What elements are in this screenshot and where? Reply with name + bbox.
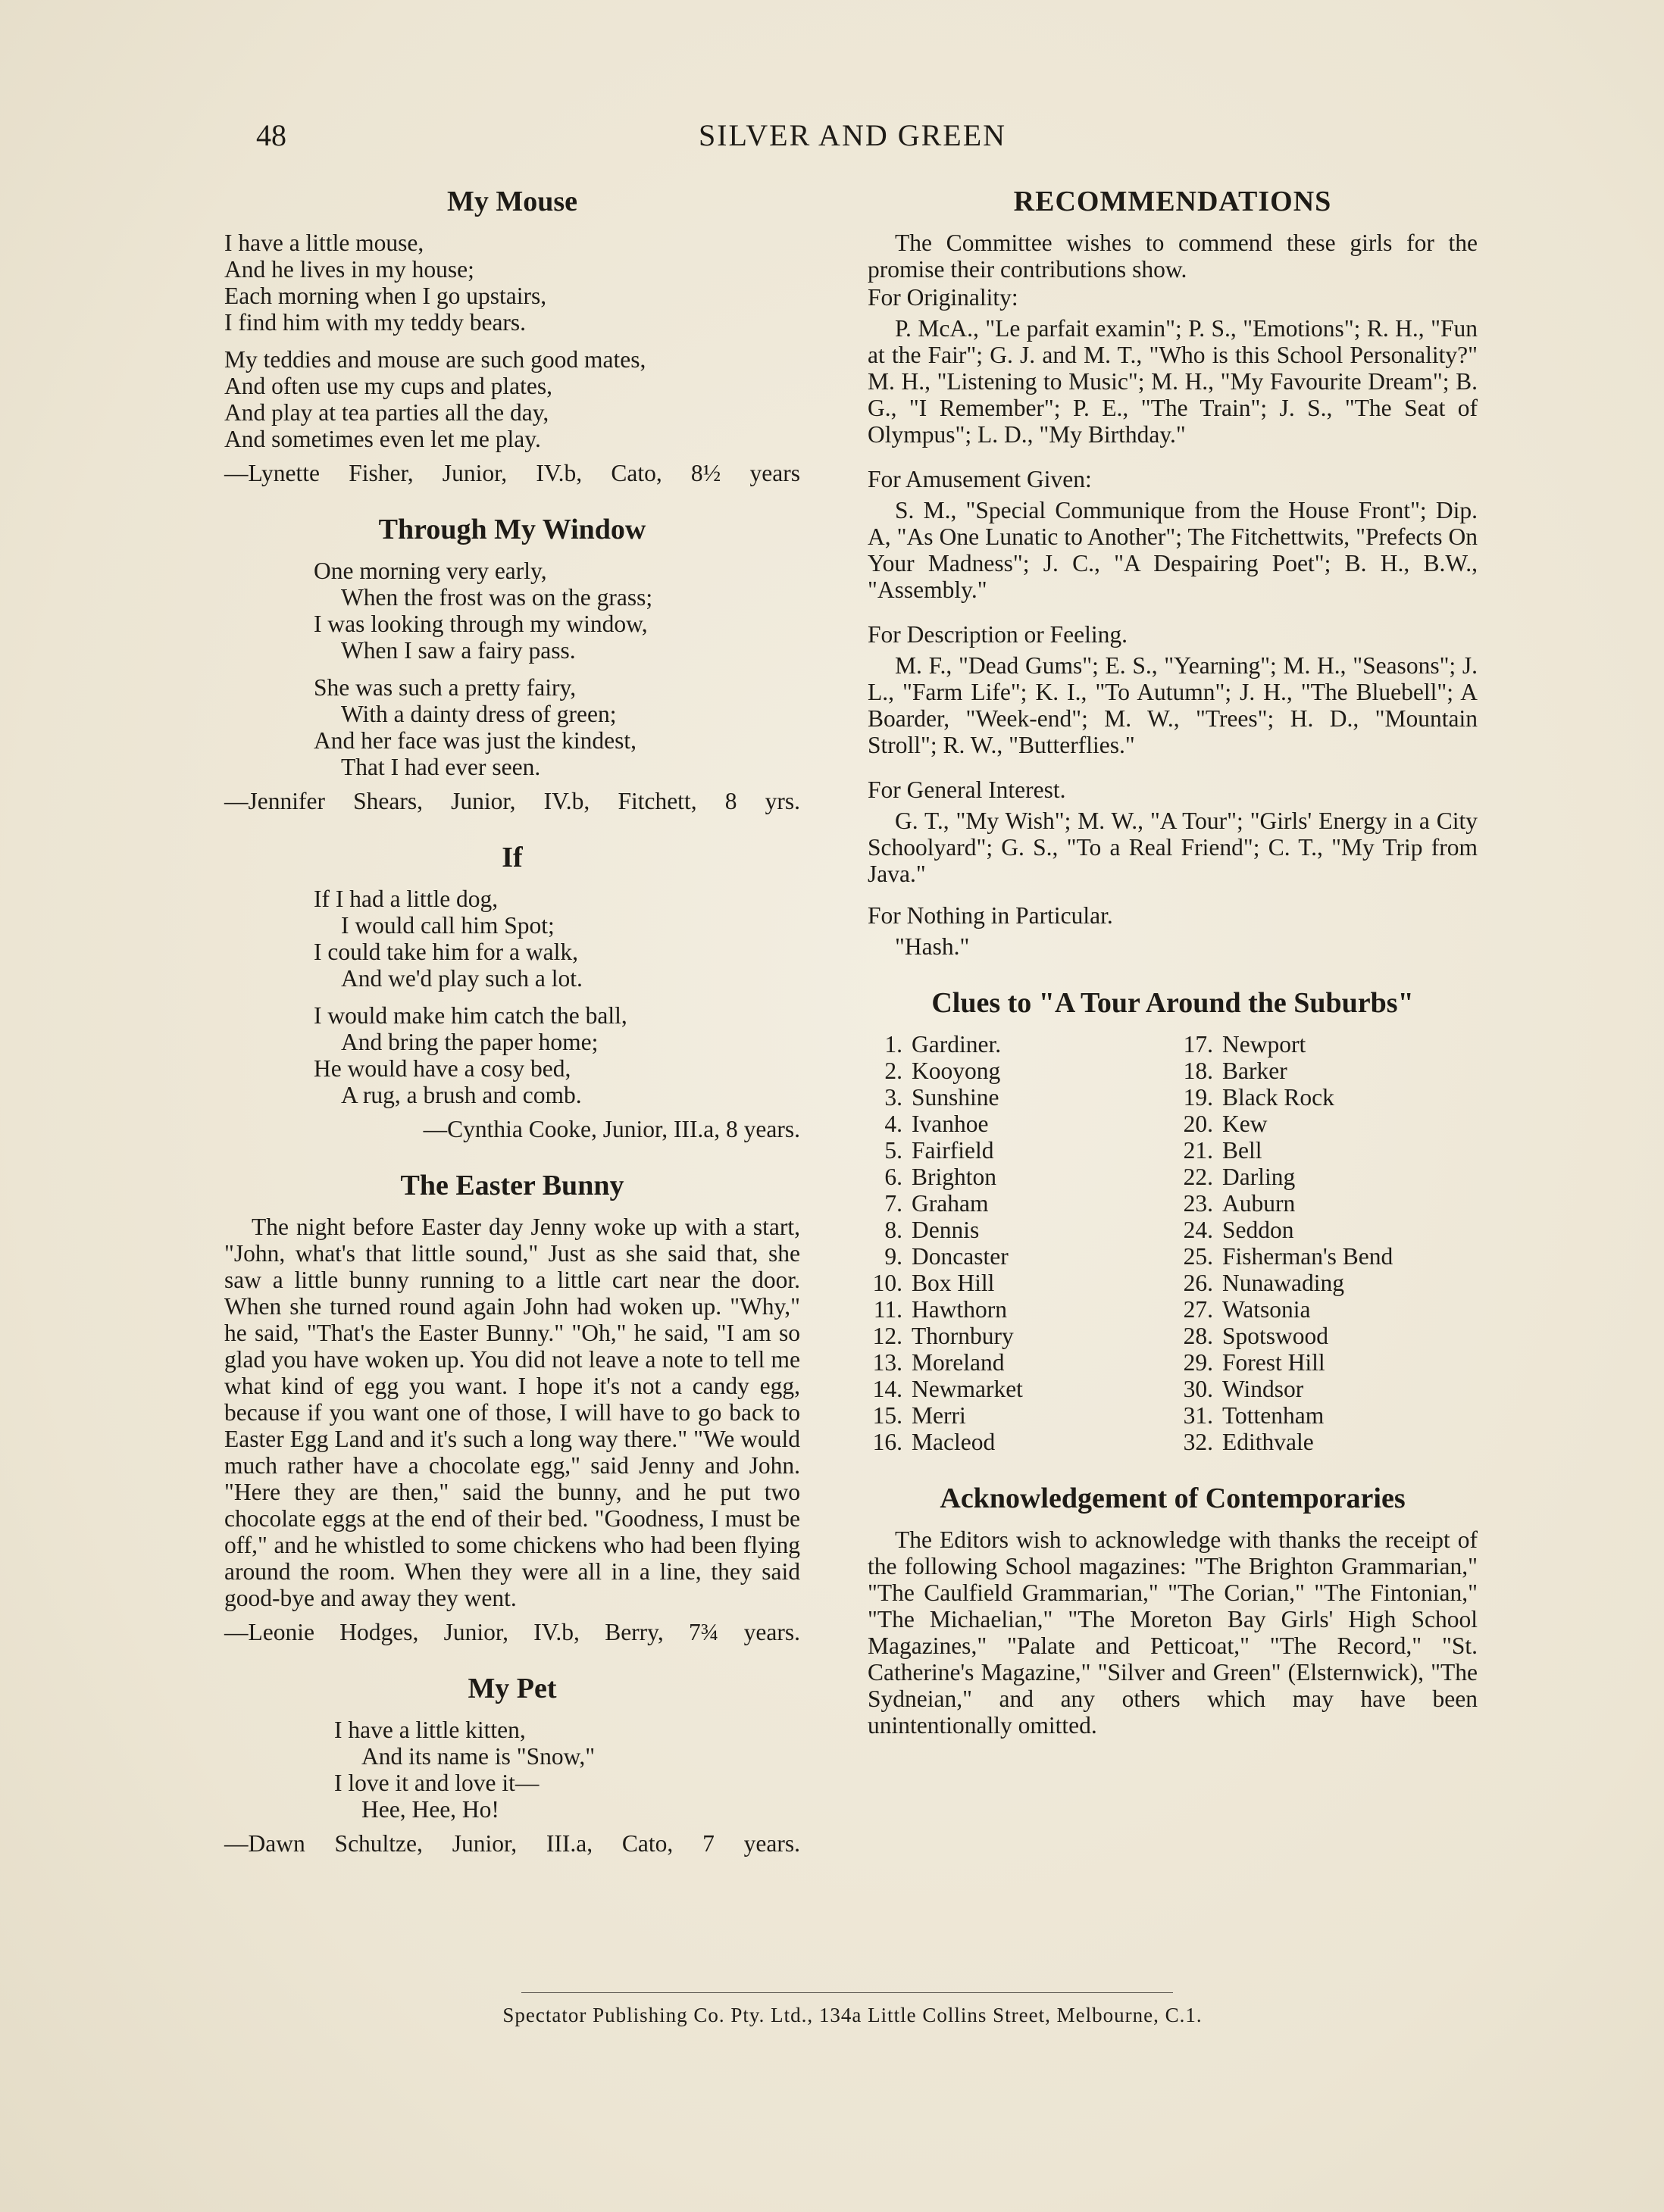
poem-line: I was looking through my window, — [314, 611, 648, 637]
clue-item — [868, 1296, 1178, 1323]
clue-number: 3. — [884, 1084, 902, 1111]
clue-name: Darling — [1222, 1164, 1296, 1190]
poem-line: If I had a little dog, — [314, 886, 499, 912]
poem-line: And we'd play such a lot. — [341, 965, 583, 992]
poem-line: Each morning when I go upstairs, — [224, 283, 547, 309]
story-text: The night before Easter day Jenny woke up with a start, "John, what's that little sound," Just as she said that, she saw a little bunny running to a little cart near the door. When she turned round again John had woken up. "Why," he said, "That's the Easter Bunny." "Oh," he said, "I am so glad you have woken up. You did not leave a note to tell me what kind of egg you want. I hope it's not a candy egg, because if you want one of those, I will have to go back to Easter Egg Land and it's such a long way there." "We would much rather have a chocolate egg," said Jenny and John. "Here they are then," said the bunny, and he put two chocolate eggs at the end of their bed. "Goodness, I must be off," and he whistled to some chickens who had been flying around the room. When they were all in a line, they said good-bye and away they went. — [224, 1214, 800, 1611]
clue-number: 6. — [884, 1164, 902, 1190]
clue-name: Fairfield — [912, 1137, 994, 1164]
clue-item — [1178, 1402, 1393, 1429]
category-label: For General Interest. — [868, 776, 1066, 803]
poem-line: With a dainty dress of green; — [341, 701, 617, 727]
category-label: For Nothing in Particular. — [868, 902, 1113, 929]
tour-clues — [868, 987, 1478, 1455]
clue-number: 2. — [884, 1058, 902, 1084]
clue-name: Kew — [1222, 1111, 1268, 1137]
clue-item — [868, 1084, 1178, 1111]
clue-name: Hawthorn — [912, 1296, 1007, 1323]
poem-line: And its name is "Snow," — [361, 1743, 596, 1770]
clue-number: 23. — [1183, 1190, 1213, 1217]
clue-column-1 — [868, 1031, 1178, 1455]
category-label: For Description or Feeling. — [868, 621, 1128, 648]
clue-item — [868, 1376, 1178, 1402]
clue-item — [868, 1217, 1178, 1243]
clue-name: Thornbury — [912, 1323, 1014, 1349]
clue-name: Watsonia — [1222, 1296, 1311, 1323]
section-title: RECOMMENDATIONS — [1013, 186, 1332, 217]
clue-number: 14. — [872, 1376, 902, 1402]
clue-number: 26. — [1183, 1270, 1213, 1296]
poem-title: My Pet — [468, 1673, 557, 1704]
clue-number: 19. — [1183, 1084, 1213, 1111]
clue-number: 29. — [1183, 1349, 1213, 1376]
clue-item — [1178, 1243, 1393, 1270]
clue-number: 16. — [872, 1429, 902, 1455]
clue-number: 18. — [1183, 1058, 1213, 1084]
clue-number: 5. — [884, 1137, 902, 1164]
poem-line: Hee, Hee, Ho! — [361, 1796, 499, 1823]
poem-line: That I had ever seen. — [341, 754, 541, 780]
clue-number: 21. — [1183, 1137, 1213, 1164]
clue-item — [1178, 1164, 1393, 1190]
clue-item — [868, 1402, 1178, 1429]
page-number: 48 — [256, 118, 286, 152]
clue-name: Brighton — [912, 1164, 997, 1190]
poem-body — [224, 1717, 800, 1823]
poem-line: And bring the paper home; — [341, 1029, 599, 1055]
clue-number: 10. — [872, 1270, 902, 1296]
clue-item — [868, 1058, 1178, 1084]
category-text: P. McA., "Le parfait examin"; P. S., "Emotions"; R. H., "Fun at the Fair"; G. J. and M. T., "Who is this School Personality?" M. H., "Listening to Music"; M. H., "My Favourite Dream"; B. G., "I Remember"; P. E., "The Train"; J. S., "The Seat of Olympus"; L. D., "My Birthday." — [868, 315, 1478, 448]
clue-name: Merri — [912, 1402, 966, 1429]
poem-line: A rug, a brush and comb. — [341, 1082, 582, 1108]
clue-name: Black Rock — [1222, 1084, 1334, 1111]
poem-through-my-window — [224, 514, 800, 814]
poem-line: And he lives in my house; — [224, 256, 474, 283]
clue-name: Doncaster — [912, 1243, 1009, 1270]
byline: —Jennifer Shears, Junior, IV.b, Fitchett, 8 yrs. — [224, 788, 800, 814]
poem-line: And play at tea parties all the day, — [224, 399, 549, 426]
poem-line: I find him with my teddy bears. — [224, 309, 527, 336]
clue-name: Windsor — [1222, 1376, 1304, 1402]
clue-item — [868, 1323, 1178, 1349]
clue-name: Graham — [912, 1190, 989, 1217]
clue-name: Spotswood — [1222, 1323, 1329, 1349]
category-label: For Amusement Given: — [868, 466, 1092, 492]
clue-number: 32. — [1183, 1429, 1213, 1455]
clue-number: 13. — [872, 1349, 902, 1376]
poem-line: I would call him Spot; — [341, 912, 555, 939]
poem-line: When I saw a fairy pass. — [341, 637, 576, 664]
clue-name: Newmarket — [912, 1376, 1023, 1402]
clue-column-2 — [1178, 1031, 1393, 1455]
clue-name: Gardiner. — [912, 1031, 1002, 1058]
clue-item — [1178, 1137, 1393, 1164]
poem-my-pet — [224, 1673, 800, 1857]
recommendations — [868, 186, 1478, 960]
acknowledgement — [868, 1482, 1478, 1739]
clue-name: Tottenham — [1222, 1402, 1325, 1429]
poem-body — [224, 558, 800, 780]
clue-number: 30. — [1183, 1376, 1213, 1402]
clue-number: 7. — [884, 1190, 902, 1217]
poem-line: And her face was just the kindest, — [314, 727, 637, 754]
poem-line: And often use my cups and plates, — [224, 373, 553, 399]
clue-number: 24. — [1183, 1217, 1213, 1243]
story-title: The Easter Bunny — [400, 1170, 624, 1201]
clue-name: Bell — [1222, 1137, 1262, 1164]
poem-line: One morning very early, — [314, 558, 547, 584]
poem-line: And sometimes even let me play. — [224, 426, 541, 452]
clue-number: 25. — [1183, 1243, 1213, 1270]
clue-item — [1178, 1376, 1393, 1402]
clue-item — [868, 1190, 1178, 1217]
clue-name: Moreland — [912, 1349, 1005, 1376]
category-text: "Hash." — [895, 933, 970, 960]
byline: —Leonie Hodges, Junior, IV.b, Berry, 7¾ years. — [224, 1619, 800, 1645]
clue-number: 27. — [1183, 1296, 1213, 1323]
clue-item — [1178, 1084, 1393, 1111]
poem-line: She was such a pretty fairy, — [314, 674, 577, 701]
clue-item — [1178, 1270, 1393, 1296]
clue-name: Barker — [1222, 1058, 1287, 1084]
clue-number: 28. — [1183, 1323, 1213, 1349]
poem-title: Through My Window — [378, 514, 646, 545]
clue-item — [1178, 1323, 1393, 1349]
clue-item — [868, 1270, 1178, 1296]
clue-item — [868, 1429, 1178, 1455]
acknowledgement-text: The Editors wish to acknowledge with thanks the receipt of the following School magazines: "The Brighton Grammarian," "The Caulfield Grammarian," "The Corian," "The Fintonian," "The Michaelian," "The Moreton Bay Girls' High School Magazines," "Palate and Petticoat," "The Record," "St. Catherine's Magazine," "Silver and Green" (Elsternwick), "The Sydneian," and any others which may have been unintentionally omitted. — [868, 1526, 1478, 1739]
clue-item — [1178, 1111, 1393, 1137]
clue-item — [1178, 1031, 1393, 1058]
clue-name: Seddon — [1222, 1217, 1294, 1243]
left-column — [224, 186, 800, 1884]
poem-line: When the frost was on the grass; — [341, 584, 653, 611]
publisher-imprint: Spectator Publishing Co. Pty. Ltd., 134a Little Collins Street, Melbourne, C.1. — [502, 2004, 1203, 2026]
clue-item — [1178, 1190, 1393, 1217]
clue-number: 8. — [884, 1217, 902, 1243]
poem-line: I love it and love it— — [334, 1770, 540, 1796]
section-title: Clues to "A Tour Around the Suburbs" — [931, 987, 1414, 1019]
poem-line: He would have a cosy bed, — [314, 1055, 571, 1082]
section-title: Acknowledgement of Contemporaries — [940, 1482, 1406, 1514]
clue-number: 15. — [872, 1402, 902, 1429]
poem-title: My Mouse — [446, 186, 578, 217]
clue-number: 4. — [884, 1111, 902, 1137]
footer-rule — [521, 1992, 1173, 1993]
clue-list — [868, 1031, 1478, 1455]
right-column — [868, 186, 1478, 1766]
clue-name: Dennis — [912, 1217, 980, 1243]
byline: —Dawn Schultze, Junior, III.a, Cato, 7 years. — [224, 1830, 800, 1857]
category-text: S. M., "Special Communique from the House Front"; Dip. A, "As One Lunatic to Another"; The Fitchettwits, "Prefects On Your Madness"; J. C., "A Despairing Poet"; B. H., B.W., "Assembly." — [868, 497, 1478, 603]
category-text: M. F., "Dead Gums"; E. S., "Yearning"; M. H., "Seasons"; J. L., "Farm Life"; K. I., "To Autumn"; J. H., "The Bluebell"; A Boarder, "Week-end"; M. W., "Trees"; H. D., "Mountain Stroll"; R. W., "Butterflies." — [868, 652, 1478, 758]
poem-my-mouse — [224, 186, 800, 486]
byline: —Lynette Fisher, Junior, IV.b, Cato, 8½ years — [224, 460, 800, 486]
poem-body — [224, 886, 800, 1108]
clue-name: Kooyong — [912, 1058, 1001, 1084]
poem-if — [224, 842, 800, 1142]
clue-name: Box Hill — [912, 1270, 995, 1296]
clue-item — [1178, 1296, 1393, 1323]
byline: —Cynthia Cooke, Junior, III.a, 8 years. — [423, 1116, 800, 1142]
clue-item — [1178, 1349, 1393, 1376]
clue-item — [1178, 1429, 1393, 1455]
clue-item — [868, 1137, 1178, 1164]
clue-name: Forest Hill — [1222, 1349, 1325, 1376]
category-label: For Originality: — [868, 284, 1018, 311]
recommendations-intro: The Committee wishes to commend these girls for the promise their contributions show. — [868, 230, 1478, 283]
clue-number: 31. — [1183, 1402, 1213, 1429]
clue-name: Newport — [1222, 1031, 1306, 1058]
clue-item — [1178, 1058, 1393, 1084]
clue-item — [868, 1111, 1178, 1137]
clue-number: 22. — [1183, 1164, 1213, 1190]
poem-line: I would make him catch the ball, — [314, 1002, 627, 1029]
clue-number: 11. — [873, 1296, 902, 1323]
clue-item — [868, 1243, 1178, 1270]
poem-line: My teddies and mouse are such good mates, — [224, 346, 646, 373]
clue-item — [1178, 1217, 1393, 1243]
clue-name: Edithvale — [1222, 1429, 1314, 1455]
poem-body — [224, 230, 800, 452]
clue-number: 9. — [884, 1243, 902, 1270]
clue-name: Sunshine — [912, 1084, 999, 1111]
running-head: SILVER AND GREEN — [698, 118, 1007, 152]
clue-name: Fisherman's Bend — [1222, 1243, 1393, 1270]
clue-name: Nunawading — [1222, 1270, 1344, 1296]
story-easter-bunny — [224, 1170, 800, 1645]
clue-number: 12. — [872, 1323, 902, 1349]
category-text: G. T., "My Wish"; M. W., "A Tour"; "Girls' Energy in a City Schoolyard"; G. S., "To a Real Friend"; C. T., "My Trip from Java." — [868, 808, 1478, 887]
clue-item — [868, 1164, 1178, 1190]
poem-line: I have a little mouse, — [224, 230, 424, 256]
poem-title: If — [502, 842, 523, 873]
clue-name: Ivanhoe — [912, 1111, 989, 1137]
clue-name: Auburn — [1222, 1190, 1296, 1217]
clue-number: 1. — [884, 1031, 902, 1058]
clue-number: 17. — [1183, 1031, 1213, 1058]
clue-number: 20. — [1183, 1111, 1213, 1137]
clue-item — [868, 1031, 1178, 1058]
poem-line: I could take him for a walk, — [314, 939, 579, 965]
poem-line: I have a little kitten, — [334, 1717, 526, 1743]
clue-name: Macleod — [912, 1429, 996, 1455]
clue-item — [868, 1349, 1178, 1376]
